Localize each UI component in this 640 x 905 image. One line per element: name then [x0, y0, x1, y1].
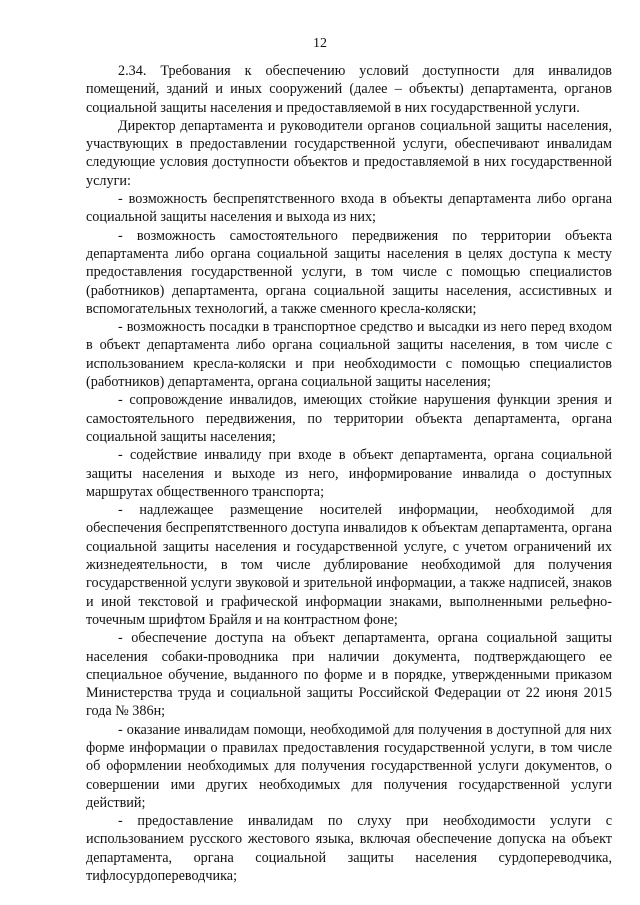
list-item: - надлежащее размещение носителей информации, необходимой для обеспечения беспрепятственного доступа инвалидов к объектам департамента, органа социальной защиты населения и государственной услуге, с учетом ограничений их жизнедеятельности, в том числе дублирование необходимой для получения государственной услуги звуковой и зрительной информации, а также надписей, знаков и иной текстовой и графической информации знаками, выполненными рельефно-точечным шрифтом Брайля и на контрастном фоне;: [86, 502, 612, 628]
section-heading-paragraph: 2.34. Требования к обеспечению условий доступности для инвалидов помещений, зданий и иных сооружений (далее – объекты) департамента, органов социальной защиты населения и предоставляемой в них государственной услуги.: [86, 63, 612, 116]
list-item: - сопровождение инвалидов, имеющих стойкие нарушения функции зрения и самостоятельного передвижения, по территории объекта департамента, органа социальной защиты населения;: [86, 392, 612, 445]
page-number: 12: [313, 36, 327, 51]
list-item: - обеспечение доступа на объект департамента, органа социальной защиты населения собаки-проводника при наличии документа, подтверждающего ее специальное обучение, выданного по форме и в порядке, утвержденными приказом Министерства труда и социальной защиты Российской Федерации от 22 июня 2015 года № 386н;: [86, 630, 612, 720]
list-item: - оказание инвалидам помощи, необходимой для получения в доступной для них форме информации о правилах предоставления государственной услуги, в том числе об оформлении необходимых для получения государственной услуги документов, о совершении ими других необходимых для получения государственной услуги действий;: [86, 721, 612, 811]
intro-paragraph: Директор департамента и руководители органов социальной защиты населения, участвующих в предоставлении государственной услуги, обеспечивают инвалидам следующие условия доступности объектов и предоставляемой в них государственной услуги:: [86, 117, 612, 189]
list-item: - предоставление инвалидам по слуху при необходимости услуги с использованием русского жестового языка, включая обеспечение допуска на объект департамента, органа социальной защиты населения сурдопереводчика, тифлосурдопереводчика;: [86, 813, 612, 885]
list-item: - возможность беспрепятственного входа в объекты департамента либо органа социальной защиты населения и выхода из них;: [86, 191, 612, 226]
list-item: - возможность самостоятельного передвижения по территории объекта департамента либо органа социальной защиты населения в целях доступа к месту предоставления государственной услуги, в том числе с помощью специалистов (работников) департамента, органа социальной защиты населения, ассистивных и вспомогательных технологий, а также сменного кресла-коляски;: [86, 227, 612, 317]
document-body: [86, 62, 612, 885]
list-item: - содействие инвалиду при входе в объект департамента, органа социальной защиты населения и выходе из него, информирование инвалида о доступных маршрутах общественного транспорта;: [86, 447, 612, 500]
list-item: - возможность посадки в транспортное средство и высадки из него перед входом в объект департамента либо органа социальной защиты населения, в том числе с использованием кресла-коляски и при необходимости с помощью специалистов (работников) департамента, органа социальной защиты населения;: [86, 319, 612, 391]
